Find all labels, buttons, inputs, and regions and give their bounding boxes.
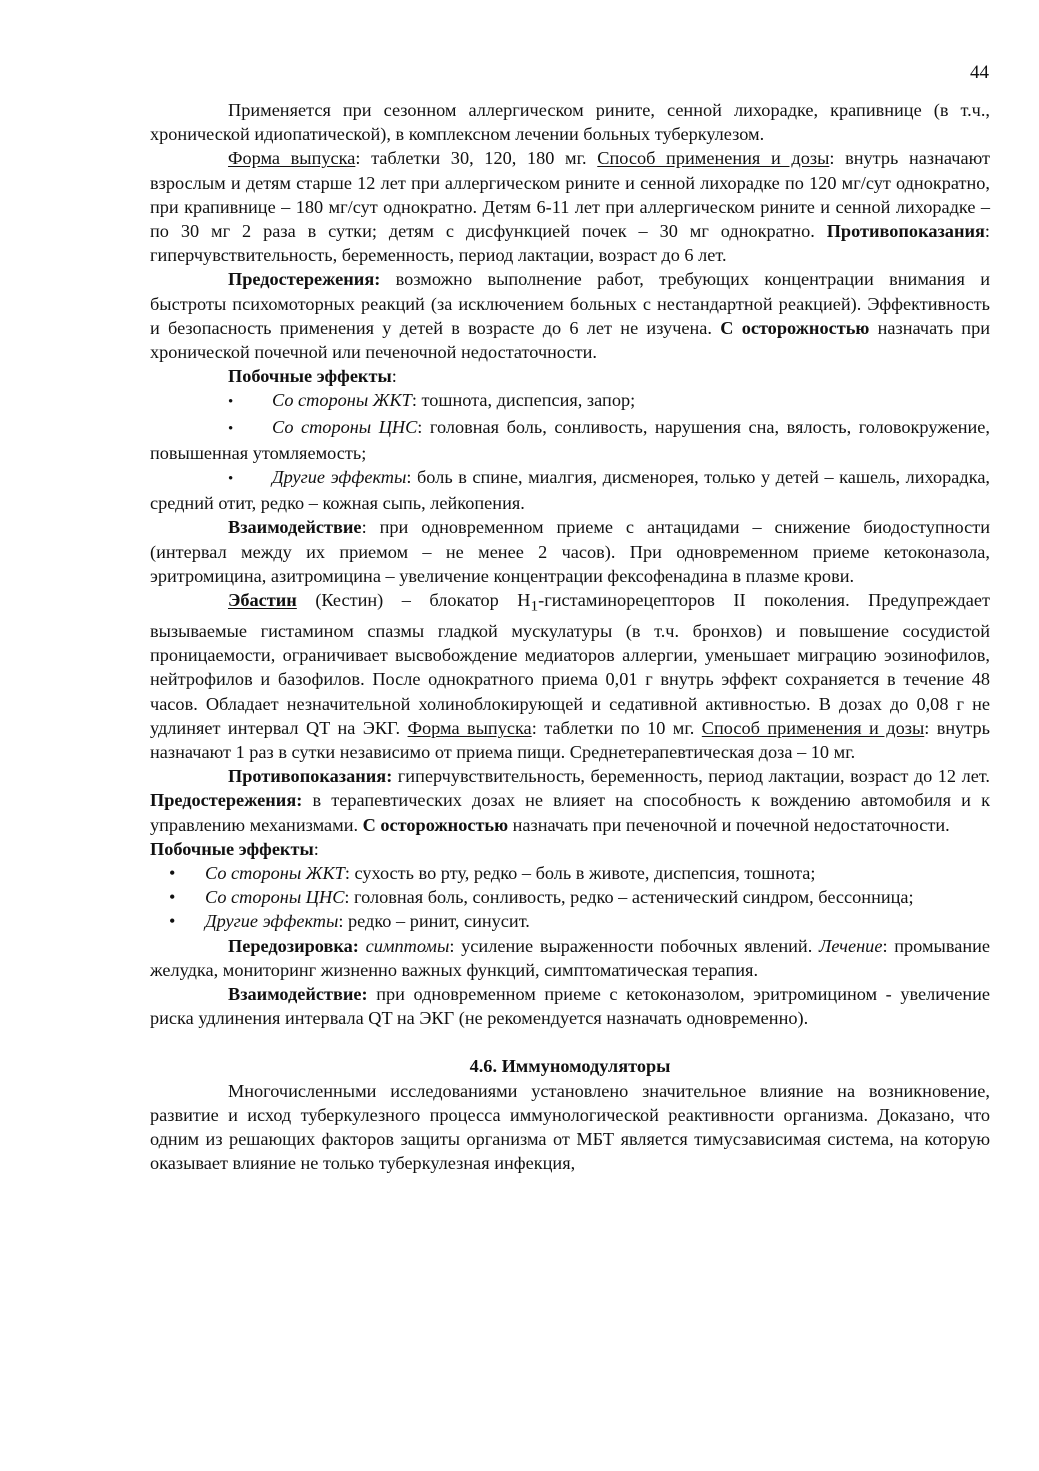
label-contraindications: Противопоказания <box>826 221 985 242</box>
side-effects-heading-2: Побочные эффекты: <box>150 838 319 859</box>
spacer <box>150 1030 990 1054</box>
side-effect-item-gi-2: • Со стороны ЖКТ: сухость во рту, редко – боль в животе, диспепсия, тошнота; <box>150 861 990 885</box>
label-interaction: Взаимодействие <box>228 517 362 538</box>
drug-name-ebastine: Эбастин <box>228 590 297 611</box>
label-dosage-2: Способ применения и дозы <box>701 717 925 738</box>
side-effect-item-cns-1: • Со стороны ЦНС: головная боль, сонливость, нарушения сна, вялость, головокружение, повышенная утомляемость; <box>150 416 990 463</box>
paragraph-release-form <box>150 146 990 267</box>
text-release-form: : таблетки 30, 120, 180 мг. <box>355 148 598 169</box>
text-contraindications: : гиперчувствительность, беременность, период лактации, возраст до 6 лет. <box>150 221 990 266</box>
label-caution: С осторожностью <box>720 317 870 338</box>
label-precautions: Предостережения: <box>228 269 381 290</box>
paragraph-interaction-2: Взаимодействие: при одновременном приеме с кетоконазолом, эритромицином - увеличение риска удлинения интервала QT на ЭКГ (не рекомендуется назначать одновременно). <box>150 983 990 1029</box>
bullet-icon: • <box>169 862 176 883</box>
bullet-icon: • <box>228 471 234 488</box>
paragraph-contraindications-2: Противопоказания: гиперчувствительность, беременность, период лактации, возраст до 12 лет. Предостережения: в терапевтических дозах не влияет на способность к вождению автомобиля и к управлению механизмами. С осторожностью назначать при печеночной и почечной недостаточности. <box>150 766 990 835</box>
bullet-icon: • <box>169 911 176 932</box>
side-effect-item-gi-1: • Со стороны ЖКТ: тошнота, диспепсия, запор; <box>150 388 990 414</box>
bullet-icon: • <box>169 887 176 908</box>
page-body <box>150 98 990 1175</box>
paragraph-overdose: Передозировка: симптомы: усиление выраженности побочных явлений. Лечение: промывание желудка, мониторинг жизненно важных функций, симптоматическая терапия. <box>150 935 990 980</box>
paragraph-indications: Применяется при сезонном аллергическом рините, сенной лихорадке, крапивнице (в т.ч., хронической идиопатической), в комплексном лечении больных туберкулезом. <box>150 100 990 145</box>
side-effect-item-other-2: • Другие эффекты: редко – ринит, синусит. <box>150 909 990 933</box>
label-release-form-2: Форма выпуска <box>407 717 532 738</box>
bullet-icon: • <box>228 394 234 411</box>
text-caution: назначать при хронической почечной или печеночной недостаточности. <box>150 317 991 363</box>
text-dosage: : внутрь назначают взрослым и детям старше 12 лет при аллергическом рините и сенной лихорадке по 120 мг/сут однократно, при крапивнице – 180 мг/сут однократно. Детям 6-11 лет при аллергическом рините и сенной лихорадке – по 30 мг 2 раза в сутки; детям с дисфункцией почек – 30 мг однократно. <box>150 148 990 242</box>
paragraph-interaction-1: Взаимодействие: при одновременном приеме с антацидами – снижение биодоступности (интервал между их приемом – не менее 2 часов). При одновременном приеме кетоконазола, эритромицина, азитромицина – увеличение концентрации фексофенадина в плазме крови. <box>150 517 990 586</box>
paragraph-immunomodulators: Многочисленными исследованиями установлено значительное влияние на возникновение, развитие и исход туберкулезного процесса иммунологической реактивности организма. Доказано, что одним из решающих факторов защиты организма от МБТ является тимусзависимая система, на которую оказывает влияние не только туберкулезная инфекция, <box>150 1080 990 1174</box>
label-release-form: Форма выпуска <box>228 148 356 169</box>
side-effect-item-other-1: • Другие эффекты: боль в спине, миалгия, дисменорея, только у детей – кашель, лихорадка, средний отит, редко – кожная сыпь, лейкопения. <box>150 467 991 514</box>
text-precautions: возможно выполнение работ, требующих концентрации внимания и быстроты психомоторных реакций (за исключением больных с нестандартной реакцией). Эффективность и безопасность применения у детей в возрасте до 6 лет не изучена. <box>150 269 990 338</box>
paragraph-ebastine: Эбастин (Кестин) – блокатор $H_1$-гистаминорецепторов II поколения. Предупреждает вызываемые гистамином спазмы гладкой мускулатуры (в т.ч. бронхов) и повышение сосудистой проницаемости, ограничивает высвобождение медиаторов аллергии, уменьшает миграцию эозинофилов, нейтрофилов и базофилов. После однократного приема 0,01 г внутрь эффект сохраняется в течение 48 часов. Обладает незначительной холиноблокирующей и седативной активностью. В дозах до 0,08 г не удлиняет интервал QT на ЭКГ. Форма выпуска: таблетки по 10 мг. Способ применения и дозы: внутрь назначают 1 раз в сутки независимо от приема пищи. Среднетерапевтическая доза – 10 мг. <box>150 590 991 762</box>
paragraph-precautions <box>150 267 990 364</box>
section-heading: 4.6. Иммуномодуляторы <box>469 1056 671 1077</box>
side-effect-item-cns-2: • Со стороны ЦНС: головная боль, сонливость, редко – астенический синдром, бессонница; <box>150 885 990 909</box>
page-number: 44 <box>970 62 989 83</box>
bullet-icon: • <box>228 420 234 437</box>
label-dosage: Способ применения и дозы <box>597 148 830 169</box>
side-effects-heading-1: Побочные эффекты: <box>228 366 397 387</box>
